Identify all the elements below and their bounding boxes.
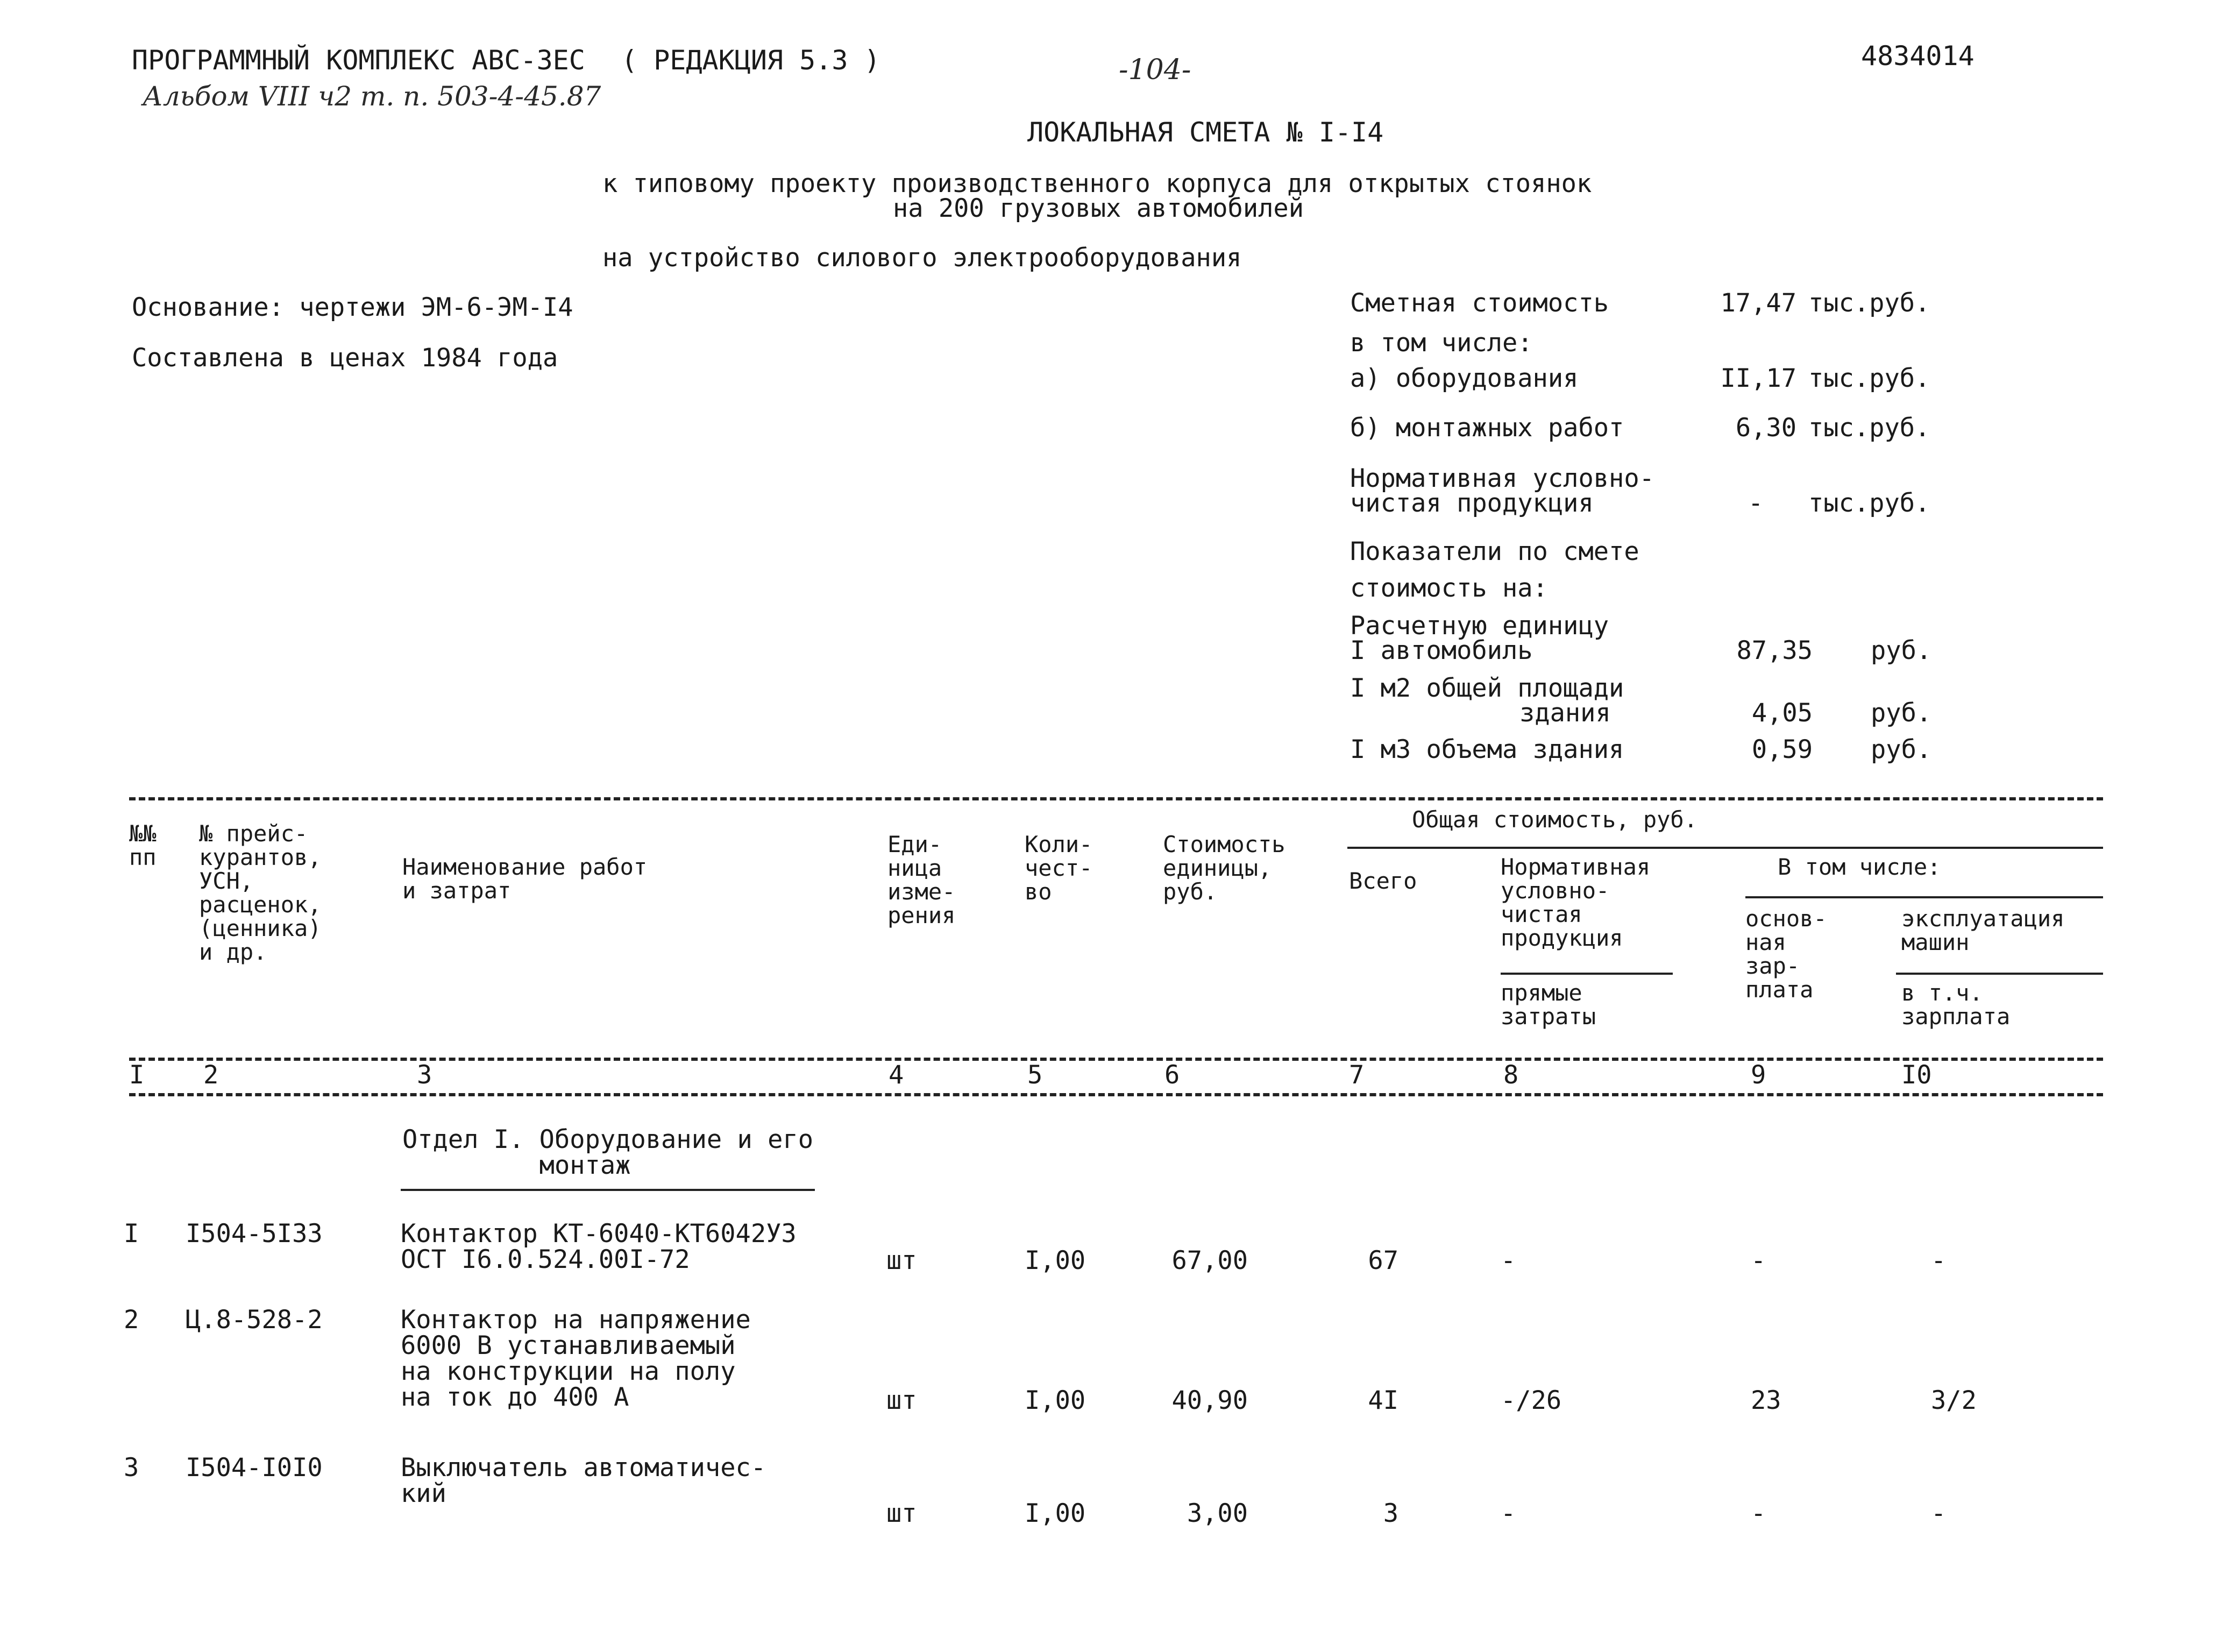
col-header-machines: эксплуатация машин: [1901, 905, 2065, 955]
section-title: Отдел I. Оборудование и его монтаж: [402, 1125, 814, 1180]
npp-split-rule: [1501, 973, 1673, 975]
col-header-code: № прейс- курантов, УСН, расценок, (ценника) и др.: [199, 820, 322, 965]
col-header-num: №№ пп: [129, 820, 157, 870]
m3-label: I м3 объема здания: [1350, 735, 1624, 764]
col-header-unit: Еди- ница изме- рения: [887, 831, 956, 928]
row-name: Контактор КТ-6040-КТ6042У3 ОСТ I6.0.524.00I-72: [401, 1219, 797, 1274]
row-price: 40,90: [1171, 1386, 1248, 1415]
equip-label: а) оборудования: [1350, 364, 1579, 393]
page-number: -104-: [1119, 54, 1191, 86]
cost-unit: тыс.руб.: [1808, 288, 1930, 318]
row-code: Ц.8-528-2: [186, 1305, 323, 1335]
col-header-incl-group: В том числе:: [1778, 854, 1941, 880]
row-unit: шт: [886, 1499, 917, 1528]
col-header-wage: основ- ная зар- плата: [1745, 905, 1827, 1003]
row-qty: I,00: [1025, 1246, 1086, 1275]
basis-drawings: Основание: чертежи ЭМ-6-ЭМ-I4: [132, 293, 573, 322]
table-top-rule: [129, 797, 2103, 800]
indicators-line-2: стоимость на:: [1350, 573, 1548, 603]
row-number: 3: [124, 1453, 139, 1483]
m3-unit: руб.: [1871, 735, 1932, 764]
m2-unit: руб.: [1871, 698, 1932, 728]
calc-unit-label-2: I автомобиль: [1350, 636, 1533, 665]
install-unit: тыс.руб.: [1808, 413, 1930, 443]
column-number: 9: [1751, 1060, 1766, 1090]
cost-label: Сметная стоимость: [1350, 288, 1609, 318]
estimate-title: ЛОКАЛЬНАЯ СМЕТА № I-I4: [1027, 117, 1384, 148]
column-number: 6: [1164, 1060, 1180, 1090]
column-number: 2: [203, 1060, 219, 1090]
calc-unit-label-1: Расчетную единицу: [1350, 611, 1609, 641]
row-qty: I,00: [1025, 1386, 1086, 1415]
npp-unit: тыс.руб.: [1808, 488, 1930, 518]
column-number: 4: [889, 1060, 904, 1090]
row-total: 3: [1383, 1499, 1398, 1528]
col-header-total: Всего: [1349, 868, 1417, 894]
row-code: I504-I0I0: [186, 1453, 323, 1483]
m2-value: 4,05: [1751, 698, 1813, 728]
total-group-rule: [1347, 847, 2103, 849]
m2-label-1: I м2 общей площади: [1350, 673, 1624, 703]
basis-prices: Составлена в ценах 1984 года: [132, 343, 558, 373]
row-unit: шт: [886, 1246, 917, 1275]
col-header-qty: Коли- чест- во: [1025, 831, 1093, 905]
row-number: I: [124, 1219, 139, 1249]
m2-label-2: здания: [1519, 698, 1611, 728]
row-name: Контактор на напряжение 6000 В устанавливаемый на конструкции на полу на ток до 400 А: [401, 1305, 751, 1412]
row-wage: 23: [1751, 1386, 1781, 1415]
row-price: 67,00: [1171, 1246, 1248, 1275]
incl-label: в том числе:: [1350, 328, 1533, 358]
equip-value: II,17: [1720, 364, 1796, 393]
install-label: б) монтажных работ: [1350, 413, 1624, 443]
column-number: 3: [417, 1060, 432, 1090]
row-npp: -: [1501, 1499, 1516, 1528]
cost-value: 17,47: [1720, 288, 1796, 318]
row-qty: I,00: [1025, 1499, 1086, 1528]
npp-label-2: чистая продукция: [1350, 488, 1594, 518]
column-number: 8: [1503, 1060, 1519, 1090]
doc-number: 4834014: [1861, 40, 1975, 72]
row-unit: шт: [886, 1386, 917, 1415]
program-name: ПРОГРАММНЫЙ КОМПЛЕКС АВС-ЗЕС: [132, 45, 585, 76]
column-number: I: [129, 1060, 145, 1090]
calc-unit-unit: руб.: [1871, 636, 1932, 665]
row-wage: -: [1751, 1246, 1766, 1275]
row-total: 67: [1368, 1246, 1398, 1275]
col-header-machines-wage: в т.ч. зарплата: [1901, 980, 2011, 1030]
incl-group-rule: [1745, 896, 2103, 898]
album-note: Альбом VIII ч2 т. п. 503-4-45.87: [143, 81, 601, 112]
row-npp: -: [1501, 1246, 1516, 1275]
calc-unit-value: 87,35: [1736, 636, 1813, 665]
row-code: I504-5I33: [186, 1219, 323, 1249]
estimate-subject: на устройство силового электрооборудования: [602, 243, 1242, 273]
edition: ( РЕДАКЦИЯ 5.3 ): [621, 45, 880, 76]
column-numbers-rule: [129, 1093, 2103, 1096]
col-header-direct: прямые затраты: [1501, 980, 1596, 1030]
col-header-price: Стоимость единицы, руб.: [1163, 831, 1285, 905]
npp-label-1: Нормативная условно-: [1350, 464, 1654, 493]
row-price: 3,00: [1187, 1499, 1248, 1528]
project-line-2: на 200 грузовых автомобилей: [893, 194, 1304, 223]
col-header-name: Наименование работ и затрат: [402, 854, 648, 904]
m3-value: 0,59: [1751, 735, 1813, 764]
row-name: Выключатель автоматичес- кий: [401, 1453, 766, 1508]
column-number: 5: [1027, 1060, 1043, 1090]
col-header-npp: Нормативная условно- чистая продукция: [1501, 854, 1651, 951]
row-machines: -: [1931, 1246, 1947, 1275]
equip-unit: тыс.руб.: [1808, 364, 1930, 393]
install-value: 6,30: [1735, 413, 1796, 443]
column-number: I0: [1901, 1060, 1932, 1090]
row-total: 4I: [1368, 1386, 1398, 1415]
column-number: 7: [1349, 1060, 1365, 1090]
indicators-line-1: Показатели по смете: [1350, 537, 1639, 566]
project-line-1: к типовому проекту производственного корпуса для открытых стоянок: [602, 169, 1592, 198]
machines-split-rule: [1896, 973, 2103, 975]
npp-value: -: [1748, 488, 1764, 518]
row-machines: -: [1931, 1499, 1947, 1528]
row-number: 2: [124, 1305, 139, 1335]
col-header-total-group: Общая стоимость, руб.: [1412, 806, 1698, 833]
section-title-underline: [401, 1189, 815, 1191]
row-machines: 3/2: [1931, 1386, 1977, 1415]
row-npp: -/26: [1501, 1386, 1562, 1415]
row-wage: -: [1751, 1499, 1766, 1528]
